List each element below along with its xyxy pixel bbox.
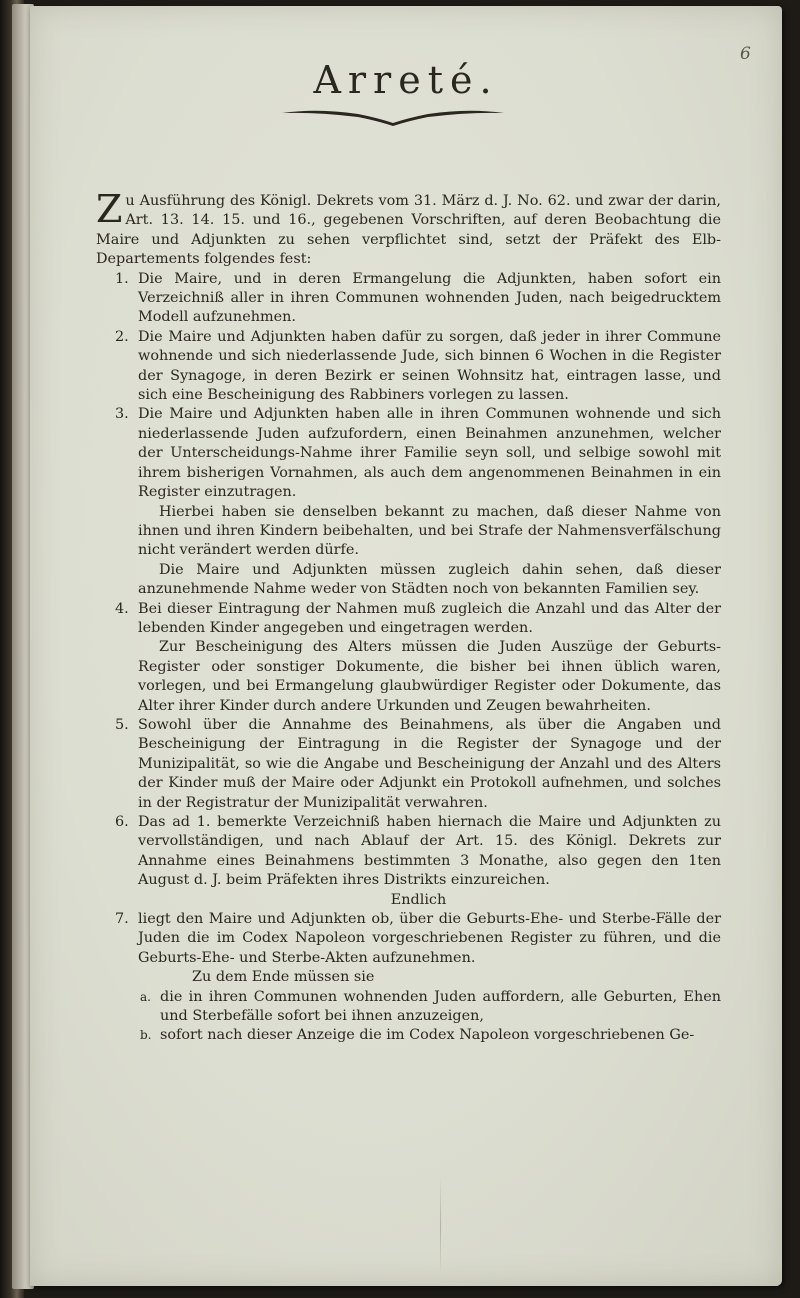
article-2	[96, 328, 721, 406]
article-4-continuation: Zur Bescheinigung des Alters müssen die Juden Auszüge der Geburts-Register oder sonstiger Dokumente, die bisher bei ihnen üblich waren, vorlegen, und bei Ermangelung glaubwürdiger Register oder Dokumente, das Alter ihrer Kinder durch andere Urkunden und Zeugen bewahrheiten.	[138, 639, 721, 714]
article-3-continuation: Hierbei haben sie denselben bekannt zu machen, daß dieser Nahme von ihnen und ihren Kindern beibehalten, und bei Strafe der Nahmensverfälschung nicht verändert werden dürfe.	[138, 503, 721, 559]
page-number: 6	[740, 44, 751, 64]
article-number: 2.	[115, 328, 129, 345]
article-text: liegt den Maire und Adjunkten ob, über die Geburts-Ehe- und Sterbe-Fälle der Juden die im Codex Napoleon vorgeschriebenen Register zu führen, und die Geburts-Ehe- und Sterbe-Akten aufzunehmen.	[138, 911, 721, 966]
article-3-continuation: Die Maire und Adjunkten müssen zugleich dahin sehen, daß dieser anzunehmende Nahme weder von Städten noch von bekannten Familien sey.	[138, 561, 721, 598]
subitem-text: die in ihren Communen wohnenden Juden auffordern, alle Geburten, Ehen und Sterbefälle sofort bei ihnen anzuzeigen,	[160, 988, 721, 1025]
subitem-letter: a.	[140, 989, 151, 1004]
article-number: 4.	[115, 600, 129, 617]
subitem-text: sofort nach dieser Anzeige die im Codex Napoleon vorgeschriebenen Ge-	[160, 1027, 695, 1044]
article-number: 7.	[115, 911, 129, 928]
zu-dem-ende-line: Zu dem Ende müssen sie	[192, 969, 375, 986]
article-1	[96, 270, 721, 328]
paper-crease	[440, 1176, 441, 1276]
subitem-letter: b.	[140, 1028, 152, 1043]
article-text: Die Maire, und in deren Ermangelung die Adjunkten, haben sofort ein Verzeichniß aller in ihren Communen wohnenden Juden, nach beigedrucktem Modell aufzunehmen.	[138, 270, 721, 326]
intro-paragraph: Zu Ausführung des Königl. Dekrets vom 31. März d. J. No. 62. und zwar der darin, Art. 13. 14. 15. und 16., gegebenen Vorschriften, auf deren Beobachtung die Maire und Adjunkten zu sehen verpflichtet sind, setzt der Präfekt des Elb-Departements folgendes fest:	[96, 187, 721, 268]
decree-body	[96, 187, 721, 1046]
article-7	[96, 910, 721, 968]
endlich-heading: Endlich	[390, 891, 447, 908]
title-ornament-icon	[278, 104, 508, 126]
article-number: 3.	[115, 406, 129, 423]
article-3	[96, 405, 721, 502]
article-text: Die Maire und Adjunkten haben dafür zu sorgen, daß jeder in ihrer Commune wohnende und sich niederlassende Jude, sich binnen 6 Wochen in die Register der Synagoge, in deren Bezirk er seinen Wohnsitz hat, eintragen lasse, und sich eine Bescheinigung des Rabbiners vorlegen zu lassen.	[138, 328, 721, 404]
article-text: Bei dieser Eintragung der Nahmen muß zugleich die Anzahl und das Alter der lebenden Kinder angegeben und eingetragen werden.	[138, 600, 721, 636]
article-6	[96, 813, 721, 891]
article-text: Sowohl über die Annahme des Beinahmens, als über die Angaben und Bescheinigung der Eintragung in die Register der Synagoge und der Munizipalität, so wie die Angabe und Bescheinigung der Anzahl und des Alters der Kinder muß der Maire oder Adjunkt ein Protokoll aufnehmen, und solches in der Registratur der Munizipalität verwahren.	[138, 716, 721, 811]
article-text: Das ad 1. bemerkte Verzeichniß haben hiernach die Maire und Adjunkten zu vervollständigen, und nach Ablauf der Art. 15. des Königl. Dekrets zur Annahme eines Beinahmens bestimmten 3 Monathe, also gegen den 1ten August d. J. beim Präfekten ihres Distrikts einzureichen.	[138, 814, 721, 889]
document-page	[30, 6, 782, 1286]
article-number: 5.	[115, 716, 129, 733]
article-text: Die Maire und Adjunkten haben alle in ihren Communen wohnende und sich niederlassende Juden aufzufordern, einen Beinahmen anzunehmen, welcher der Unterscheidungs-Nahme ihrer Familie seyn soll, und selbige sowohl mit ihrem bisherigen Vornahmen, als auch dem angenommenen Beinahmen in ein Register einzutragen.	[138, 406, 721, 501]
document-title: Arreté.	[313, 58, 499, 102]
article-5	[96, 716, 721, 813]
subitem-a	[96, 988, 721, 1027]
article-number: 1.	[115, 270, 129, 287]
article-4	[96, 600, 721, 639]
subitem-b	[96, 1026, 721, 1045]
article-number: 6.	[115, 814, 129, 830]
